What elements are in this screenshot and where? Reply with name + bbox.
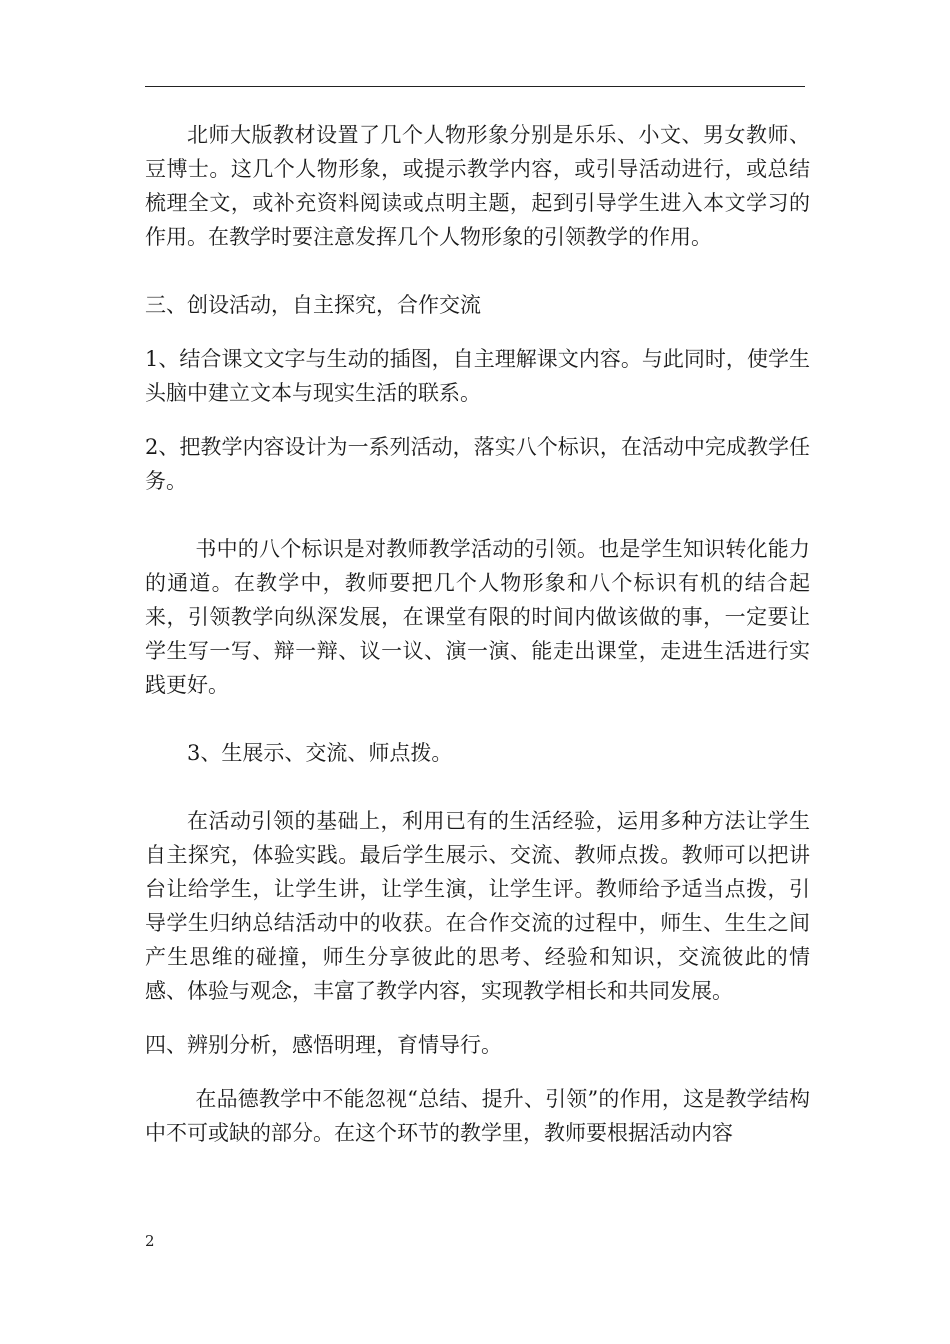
paragraph-characters: 北师大版教材设置了几个人物形象分别是乐乐、小文、男女教师、豆博士。这几个人物形象，或提示教学内容，或引导活动进行，或总结梳理全文，或补充资料阅读或点明主题，起到引导学生进入本文学习的作用。在教学时要注意发挥几个人物形象的引领教学的作用。 [145,123,810,249]
list-item-3: 3、生展示、交流、师点拨。 [187,741,453,765]
paragraph-summary: 在品德教学中不能忽视“总结、提升、引领”的作用，这是教学结构中不可或缺的部分。在这个环节的教学里，教师要根据活动内容 [145,1087,810,1145]
page-number: 2 [145,1232,155,1250]
document-body [145,118,810,1150]
header-rule [145,86,805,87]
paragraph-activity: 在活动引领的基础上，利用已有的生活经验，运用多种方法让学生自主探究，体验实践。最后学生展示、交流、教师点拨。教师可以把讲台让给学生，让学生讲，让学生演，让学生评。教师给予适当点拨，引导学生归纳总结活动中的收获。在合作交流的过程中，师生、生生之间产生思维的碰撞，师生分享彼此的思考、经验和知识，交流彼此的情感、体验与观念，丰富了教学内容，实现教学相长和共同发展。 [145,809,810,1003]
list-item-2: 2、把教学内容设计为一系列活动，落实八个标识，在活动中完成教学任务。 [145,435,810,493]
list-item-1: 1、结合课文文字与生动的插图，自主理解课文内容。与此同时，使学生头脑中建立文本与现实生活的联系。 [145,347,810,405]
paragraph-eight-marks: 书中的八个标识是对教师教学活动的引领。也是学生知识转化能力的通道。在教学中，教师要把几个人物形象和八个标识有机的结合起来，引领教学向纵深发展，在课堂有限的时间内做该做的事，一定要让学生写一写、辩一辩、议一议、演一演、能走出课堂，走进生活进行实践更好。 [145,537,810,697]
section-heading-four: 四、辨别分析，感悟明理，育情导行。 [145,1033,502,1057]
section-heading-three: 三、创设活动，自主探究，合作交流 [145,293,481,317]
